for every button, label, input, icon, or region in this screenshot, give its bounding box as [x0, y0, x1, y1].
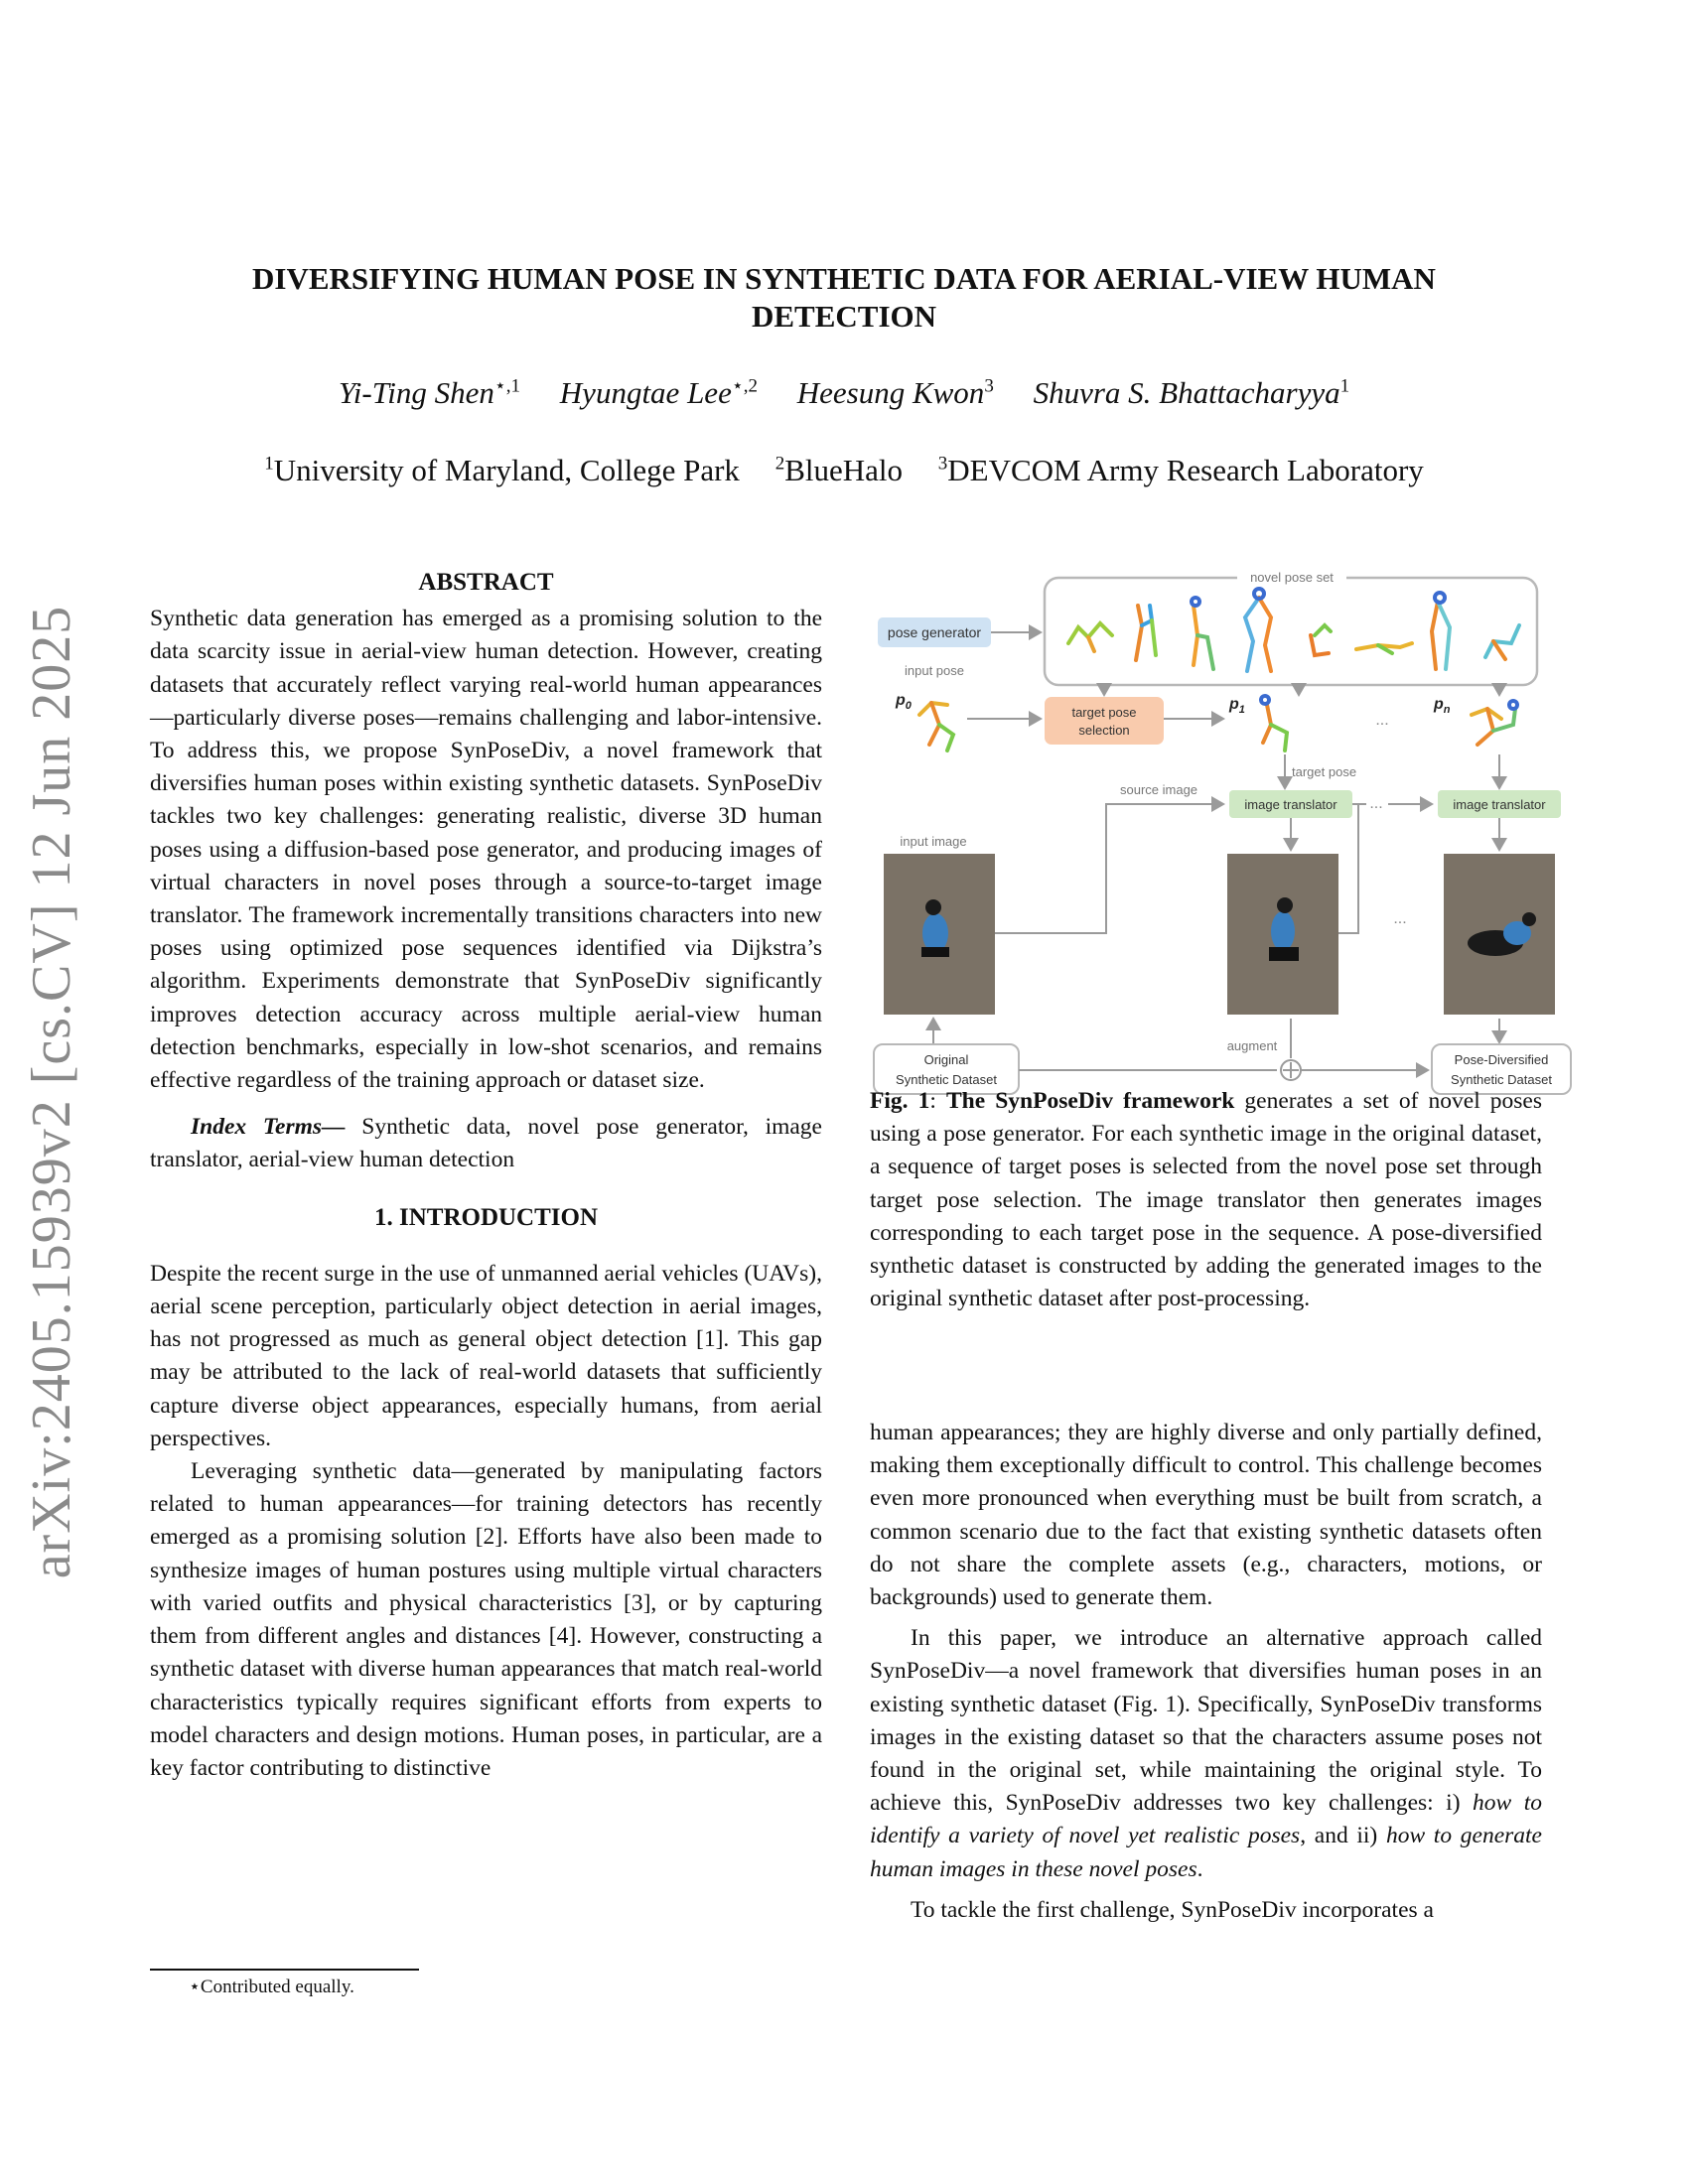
right-column [870, 1417, 1542, 1927]
intro-paragraph-2: Leveraging synthetic data—generated by manipulating factors related to human appearances—for training detectors has recently emerged as a promising solution [2]. Efforts have also been made to synthesize images of human postures using multiple virtual characters with varied outfits and physical characteristics [3], or by capturing them from different angles and distances [4]. However, constructing a synthetic dataset with diverse human appearances that match real-world characteristics typically requires significant efforts from experts to model characters and design motions. Human poses, in particular, are a key factor contributing to distinctive [150, 1458, 822, 1781]
author: Hyungtae Lee$^{⋆,2}$ [559, 375, 758, 411]
novel-pose-icons [1068, 589, 1519, 671]
figure-1-caption: Fig. 1: The SynPoseDiv framework generates a set of novel poses using a pose generator. For each synthetic image in the original dataset, a sequence of target poses is selected from the novel pose set through target pose selection. The image translator then generates images corresponding to each target pose in the sequence. A pose-diversified synthetic dataset is constructed by adding the generated images to the original synthetic dataset after post-processing. [870, 1088, 1543, 1312]
abstract-heading: ABSTRACT [418, 569, 554, 596]
target-pose-selection-label-2: selection [1078, 723, 1130, 738]
affiliation: $^3$DEVCOM Army Research Laboratory [937, 453, 1424, 487]
footnote: ⋆Contributed equally. [189, 1977, 354, 1997]
ellipsis: ... [1369, 795, 1383, 812]
target-pose-label: target pose [1292, 764, 1357, 779]
arxiv-stamp-text: arXiv:2405.15939v2 [cs.CV] 12 Jun 2025 [21, 605, 82, 1579]
right-paragraph-2: In this paper, we introduce an alternative approach called SynPoseDiv—a novel framework that diversifies human poses in an existing synthetic dataset (Fig. 1). Specifically, SynPoseDiv transforms images in the existing dataset so that the characters assume poses not found in the original set, while maintaining the original style. To achieve this, SynPoseDiv addresses two key challenges: i) how to identify a variety of novel yet realistic poses, and ii) how to generate human images in these novel poses. [870, 1625, 1542, 1882]
figure-1-diagram [870, 566, 1552, 1087]
target-pose-n-icon [1472, 701, 1517, 745]
svg-text:pn: $p_n$ [1434, 696, 1451, 716]
author: Shuvra S. Bhattacharyya$^1$ [1033, 375, 1350, 411]
diversified-dataset-label-2: Synthetic Dataset [1451, 1072, 1552, 1087]
ellipsis: ... [1375, 712, 1389, 729]
affiliation: $^2$BlueHalo [774, 453, 903, 487]
input-pose-icon [919, 703, 953, 751]
image-translator-label-2: image translator [1453, 797, 1546, 812]
footnote-rule [150, 1969, 419, 1971]
svg-text:p1: $p_1$ [1229, 696, 1245, 716]
arxiv-stamp [12, 605, 91, 1579]
index-terms-label: Index Terms— [191, 1114, 346, 1141]
original-dataset-label-2: Synthetic Dataset [896, 1072, 997, 1087]
author: Yi-Ting Shen$^{⋆,1}$ [338, 375, 521, 411]
right-paragraph-3: To tackle the first challenge, SynPoseDiv incorporates a [911, 1896, 1434, 1923]
input-pose-label: input pose [905, 663, 964, 678]
introduction-heading: 1. INTRODUCTION [373, 1203, 599, 1231]
novel-pose-set-label: novel pose set [1250, 570, 1334, 585]
title-line-2: DETECTION [751, 299, 937, 334]
index-terms-text: Synthetic data, novel pose generator, image translator, aerial-view human detection [150, 1114, 822, 1173]
intro-paragraph-1: Despite the recent surge in the use of unmanned aerial vehicles (UAVs), aerial scene perception, particularly object detection in aerial images, has not progressed as much as general object detection [1]. This gap may be attributed to the lack of real-world datasets that sufficiently capture diverse object appearances, especially humans, from aerial perspectives. [150, 1260, 822, 1451]
caption-bold: The SynPoseDiv framework [945, 1088, 1235, 1114]
augment-label: augment [1226, 1038, 1278, 1053]
affiliation: $^1$University of Maryland, College Park [264, 453, 740, 487]
caption-label: Fig. 1 [870, 1088, 930, 1114]
novel-pose-set-box [1045, 578, 1537, 685]
pose-generator-label: pose generator [887, 624, 982, 640]
diversified-dataset-label-1: Pose-Diversified [1454, 1052, 1549, 1067]
source-image-label: source image [1120, 782, 1198, 797]
author: Heesung Kwon$^3$ [796, 375, 994, 411]
ellipsis: ... [1393, 910, 1407, 927]
abstract-text: Synthetic data generation has emerged as a promising solution to the data scarcity issue in aerial-view human detection. However, creating datasets that accurately reflect varying real-world human appearances—particularly diverse poses—remains challenging and labor-intensive. To address this, we propose SynPoseDiv, a novel framework that diversifies human poses within existing synthetic datasets. SynPoseDiv tackles two key challenges: generating realistic, diverse 3D human poses using a diffusion-based pose generator, and producing images of virtual characters in novel poses through a source-to-target image translator. The framework incrementally transitions characters into new poses using optimized pose sequences identified via Dijkstra’s algorithm. Experiments demonstrate that SynPoseDiv significantly improves detection accuracy across multiple aerial-view human detection benchmarks, especially in low-shot scenarios, and remains effective regardless of the training approach or dataset size. [150, 606, 822, 1094]
caption-text: generates a set of novel poses using a pose generator. For each synthetic image in the original dataset, a sequence of target poses is selected from the novel pose set through target pose selection. The image translator then generates images corresponding to each target pose in the sequence. A pose-diversified synthetic dataset is constructed by adding the generated images to the original synthetic dataset after post-processing. [870, 1088, 1543, 1312]
target-pose-selection-label-1: target pose [1071, 705, 1137, 720]
input-image-label: input image [900, 834, 967, 849]
image-translator-label-1: image translator [1244, 797, 1337, 812]
target-pose-1-icon [1261, 696, 1287, 751]
index-terms [150, 1111, 822, 1176]
left-column [150, 566, 822, 1785]
svg-text:p0: $p_0$ [896, 692, 912, 712]
paper-title [149, 260, 1539, 336]
original-dataset-label-1: Original [923, 1052, 969, 1067]
title-line-1: DIVERSIFYING HUMAN POSE IN SYNTHETIC DATA FOR AERIAL-VIEW HUMAN [252, 261, 1436, 296]
right-paragraph-1: human appearances; they are highly diverse and only partially defined, making them exceptionally difficult to control. This challenge becomes even more pronounced when everything must be built from scratch, a common scenario due to the fact that existing synthetic datasets often do not share the complete assets (e.g., characters, motions, or backgrounds) used to generate them. [870, 1420, 1542, 1611]
affiliation-list [149, 453, 1539, 488]
author-list [149, 375, 1539, 411]
